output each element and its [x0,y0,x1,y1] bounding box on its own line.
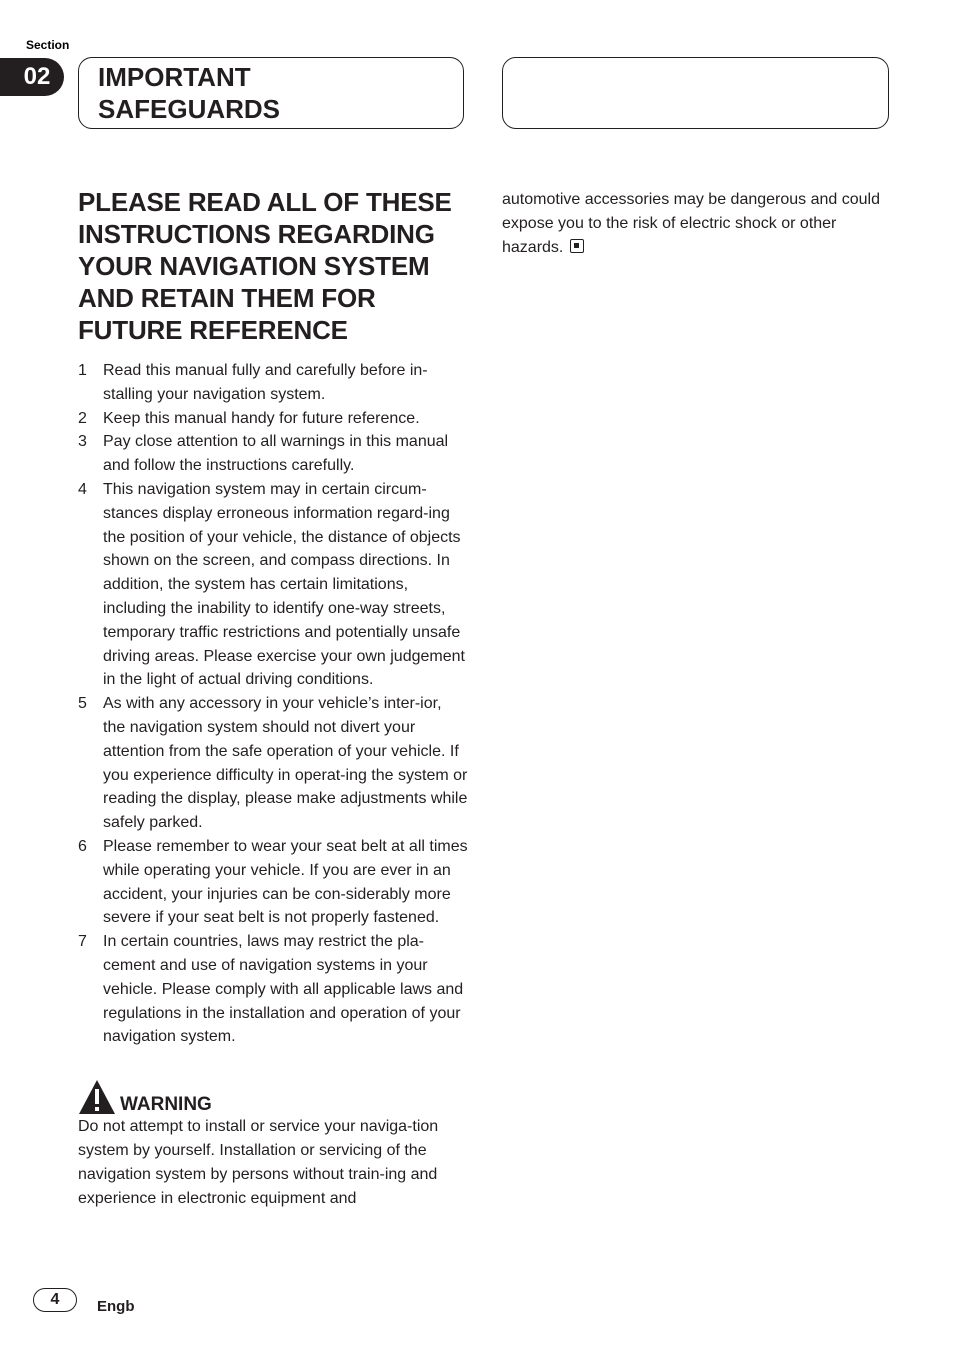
list-item [78,359,468,407]
section-number-tab: 02 [0,58,64,96]
list-item [78,478,468,692]
instruction-list [78,359,468,1049]
list-item-number: 1 [78,362,87,379]
list-item [78,430,468,478]
list-item-number: 4 [78,480,87,498]
list-item-text: Keep this manual handy for future reference. [103,409,420,427]
list-item-text: Please remember to wear your seat belt at all times while operating your vehicle. If you are ever in an accident, your injuries can be con-siderably more severe if your seat belt is not properly fastened. [103,837,468,927]
warning-title: WARNING [120,1094,212,1116]
section-title-box [78,57,464,129]
end-of-section-icon [570,239,584,253]
language-code: Engb [97,1298,135,1315]
warning-header [78,1077,468,1115]
list-item-number: 6 [78,837,87,855]
main-heading: PLEASE READ ALL OF THESE INSTRUCTIONS REGARDING YOUR NAVIGATION SYSTEM AND RETAIN THEM FOR FUTURE REFERENCE [78,187,452,345]
list-item [78,407,468,431]
section-label: Section [26,38,70,52]
warning-text: Do not attempt to install or service your naviga-tion system by yourself. Installation or servicing of the navigation system by persons without train-ing and experience in electronic equipment and [78,1118,439,1207]
warning-triangle-icon [78,1079,116,1115]
warning-text-continued: automotive accessories may be dangerous and could expose you to the risk of electric shock or other hazards. [502,191,880,256]
section-title: IMPORTANT SAFEGUARDS [98,62,281,124]
list-item-text: Read this manual fully and carefully before in-stalling your navigation system. [103,362,428,403]
list-item-text: Pay close attention to all warnings in this manual and follow the instructions carefully. [103,433,449,475]
list-item-text: As with any accessory in your vehicle’s inter-ior, the navigation system should not divert your attention from the safe operation of your vehicle. If you experience difficulty in operat-ing the system or reading the display, please make adjustments while safely parked. [103,695,468,832]
list-item [78,692,468,835]
list-item-number: 2 [78,409,87,427]
list-item [78,835,468,930]
empty-header-box [502,57,889,129]
list-item-number: 3 [78,433,87,451]
list-item [78,930,468,1049]
list-item-number: 7 [78,933,87,951]
right-column [502,188,888,259]
list-item-number: 5 [78,695,87,713]
page-number: 4 [33,1288,77,1312]
left-column [78,186,468,1210]
list-item-text: This navigation system may in certain circum-stances display erroneous information regard-ing the position of your vehicle, the distance of objects shown on the screen, and compass directions. In addition, the system has certain limitations, including the inability to identify one-way streets, temporary traffic restrictions and potentially unsafe driving areas. Please exercise your own judgement in the light of actual driving conditions. [103,480,465,689]
list-item-text: In certain countries, laws may restrict the pla-cement and use of navigation systems in your vehicle. Please comply with all applicable laws and regulations in the installation and operation of your navigation system. [103,933,464,1046]
